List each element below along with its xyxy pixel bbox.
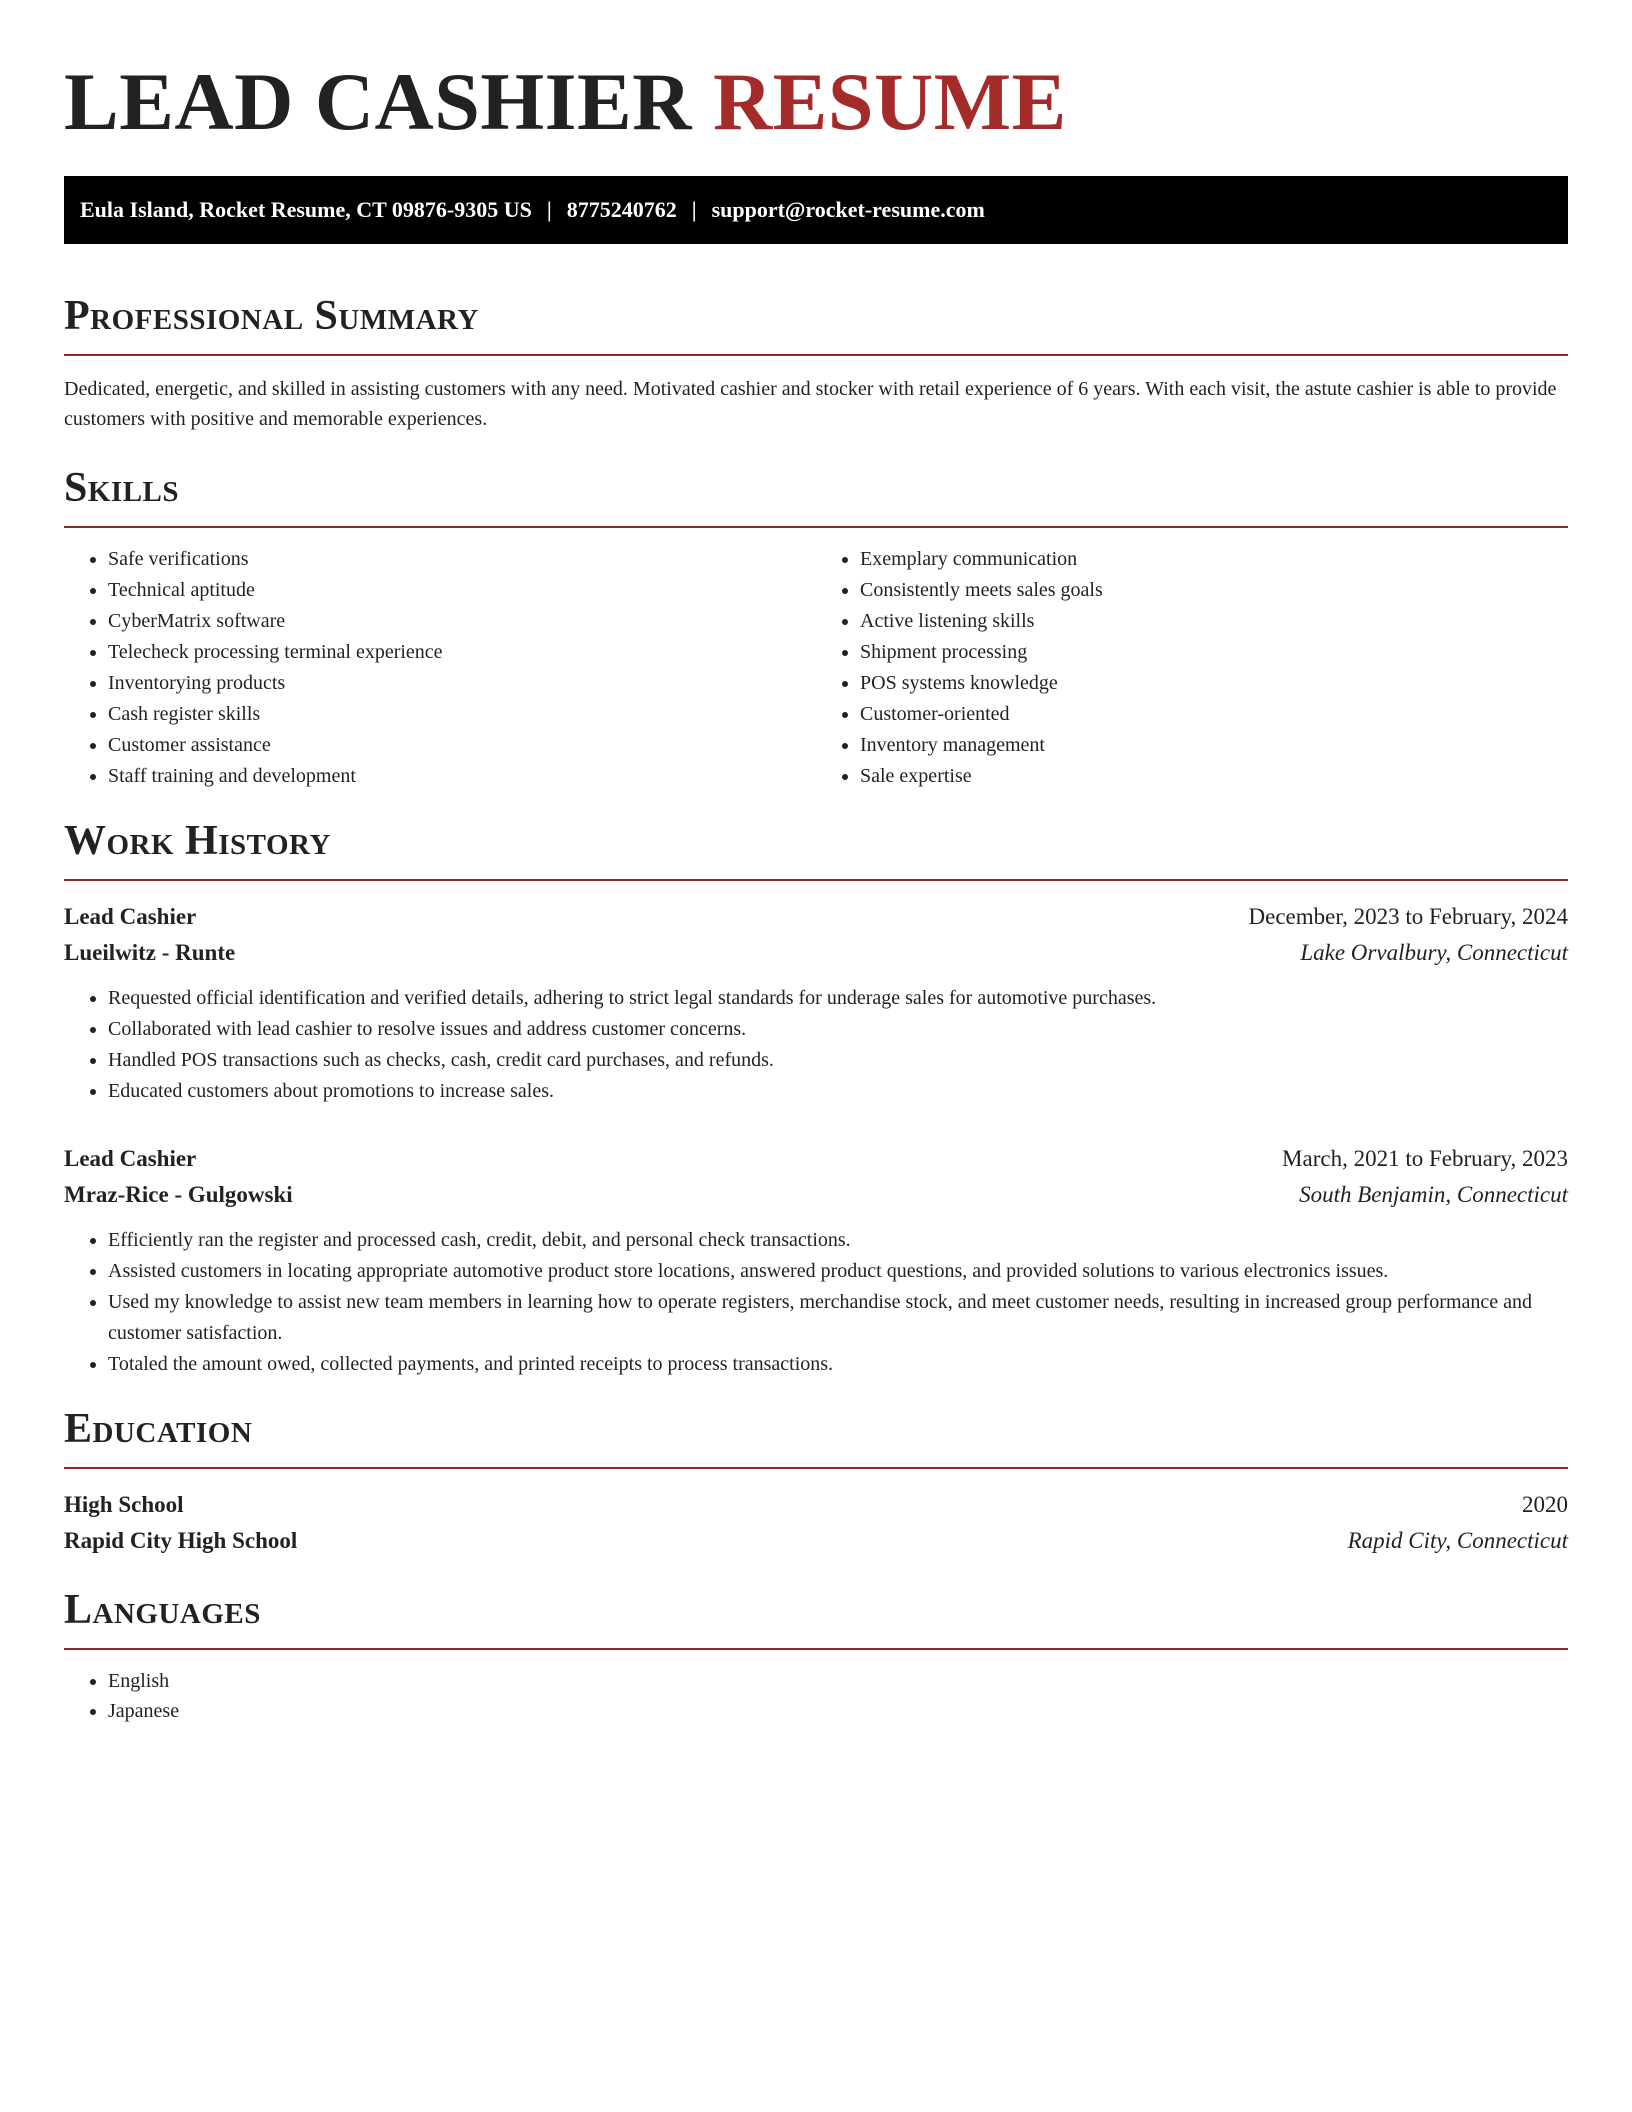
section-divider: [64, 1467, 1568, 1469]
contact-bar: [64, 176, 1568, 244]
skill-item: • Inventorying products: [108, 668, 816, 699]
job-bullet: • Assisted customers in locating appropriate automotive product store locations, answered product questions, and provided solutions to various electronics issues.: [108, 1256, 1568, 1287]
education-school-row: [64, 1523, 1568, 1559]
work-history-heading: Work History: [64, 818, 331, 864]
job-bullets: [64, 983, 1568, 1107]
title-accent: RESUME: [712, 56, 1067, 147]
skill-item: • Cash register skills: [108, 699, 816, 730]
skill-item: • Customer-oriented: [860, 699, 1568, 730]
languages-section: [64, 1585, 1568, 1726]
skill-item: • Technical aptitude: [108, 575, 816, 606]
job-bullet: • Collaborated with lead cashier to resolve issues and address customer concerns.: [108, 1014, 1568, 1045]
section-divider: [64, 1648, 1568, 1650]
job-title: Lead Cashier: [64, 904, 197, 929]
skills-grid: [64, 544, 1568, 792]
skills-list-right: [816, 544, 1568, 792]
skill-item: • Inventory management: [860, 730, 1568, 761]
section-divider: [64, 526, 1568, 528]
contact-separator: |: [546, 197, 552, 222]
job-bullets: [64, 1225, 1568, 1380]
job-dates: March, 2021 to February, 2023: [1282, 1146, 1568, 1171]
skill-item: • Staff training and development: [108, 761, 816, 792]
job-company: Mraz-Rice - Gulgowski: [64, 1182, 293, 1207]
title-main: LEAD CASHIER: [64, 56, 692, 147]
contact-email: support@rocket-resume.com: [711, 197, 985, 222]
education-degree: High School: [64, 1492, 184, 1517]
job-location: South Benjamin, Connecticut: [1299, 1182, 1568, 1207]
skills-section: [64, 463, 1568, 792]
skill-item: • Active listening skills: [860, 606, 1568, 637]
skill-item: • POS systems knowledge: [860, 668, 1568, 699]
skill-item: • Consistently meets sales goals: [860, 575, 1568, 606]
education-year: 2020: [1522, 1492, 1568, 1517]
contact-phone: 8775240762: [566, 197, 677, 222]
language-item: • English: [108, 1666, 1568, 1696]
job-company-row: [64, 1177, 1568, 1213]
section-divider: [64, 354, 1568, 356]
skill-item: • Customer assistance: [108, 730, 816, 761]
job-location: Lake Orvalbury, Connecticut: [1300, 940, 1568, 965]
language-item: • Japanese: [108, 1696, 1568, 1726]
contact-address: Eula Island, Rocket Resume, CT 09876-9305 US: [80, 197, 532, 222]
skills-heading: Skills: [64, 465, 180, 511]
job-bullet: • Educated customers about promotions to increase sales.: [108, 1076, 1568, 1107]
languages-list: [64, 1666, 1568, 1726]
job-bullet: • Efficiently ran the register and processed cash, credit, debit, and personal check transactions.: [108, 1225, 1568, 1256]
job-dates: December, 2023 to February, 2024: [1248, 904, 1568, 929]
job-bullet: • Handled POS transactions such as checks, cash, credit card purchases, and refunds.: [108, 1045, 1568, 1076]
summary-section: [64, 291, 1568, 434]
job-entry: [64, 1141, 1568, 1380]
section-divider: [64, 879, 1568, 881]
resume-title: [64, 52, 1568, 152]
job-header-row: [64, 899, 1568, 935]
education-header-row: [64, 1487, 1568, 1523]
education-location: Rapid City, Connecticut: [1347, 1528, 1568, 1553]
job-title: Lead Cashier: [64, 1146, 197, 1171]
skill-item: • Telecheck processing terminal experience: [108, 637, 816, 668]
job-company: Lueilwitz - Runte: [64, 940, 236, 965]
job-entry: [64, 899, 1568, 1107]
work-history-section: [64, 816, 1568, 1380]
skill-item: • Exemplary communication: [860, 544, 1568, 575]
skill-item: • Shipment processing: [860, 637, 1568, 668]
contact-separator: |: [691, 197, 697, 222]
job-bullet: • Used my knowledge to assist new team members in learning how to operate registers, merchandise stock, and meet customer needs, resulting in increased group performance and customer satisfaction.: [108, 1287, 1568, 1349]
skill-item: • Sale expertise: [860, 761, 1568, 792]
job-bullet: • Totaled the amount owed, collected payments, and printed receipts to process transactions.: [108, 1349, 1568, 1380]
job-bullet: • Requested official identification and verified details, adhering to strict legal standards for underage sales for automotive purchases.: [108, 983, 1568, 1014]
skill-item: • Safe verifications: [108, 544, 816, 575]
job-header-row: [64, 1141, 1568, 1177]
skill-item: • CyberMatrix software: [108, 606, 816, 637]
education-heading: Education: [64, 1406, 253, 1452]
education-entry: [64, 1487, 1568, 1559]
summary-text: Dedicated, energetic, and skilled in assisting customers with any need. Motivated cashier and stocker with retail experience of 6 years. With each visit, the astute cashier is able to provide customers with positive and memorable experiences.: [64, 378, 1557, 430]
education-school: Rapid City High School: [64, 1528, 298, 1553]
education-section: [64, 1404, 1568, 1559]
languages-heading: Languages: [64, 1587, 261, 1633]
job-company-row: [64, 935, 1568, 971]
summary-heading: Professional Summary: [64, 293, 479, 339]
skills-list-left: [64, 544, 816, 792]
